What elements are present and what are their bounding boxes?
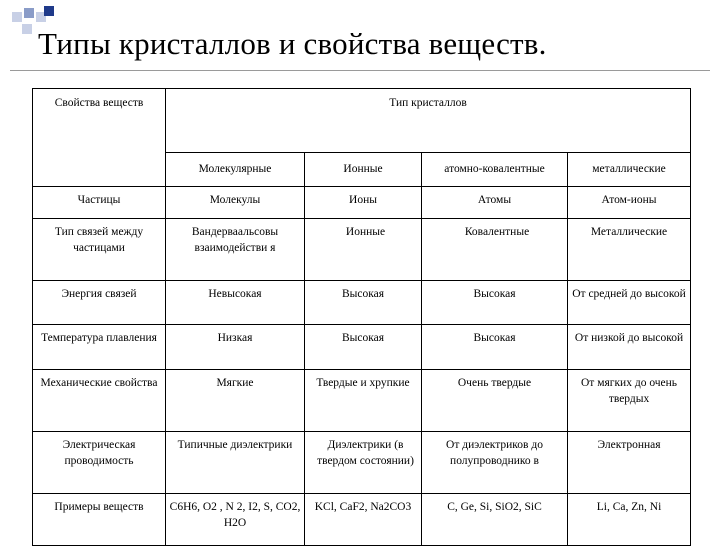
table-cell: Электронная — [568, 432, 691, 494]
deco-square — [22, 24, 32, 34]
row-label: Электрическая проводимость — [33, 432, 166, 494]
table-cell: Диэлектрики (в твердом состоянии) — [305, 432, 422, 494]
table-row — [33, 494, 691, 546]
table-cell: Ковалентные — [422, 219, 568, 281]
slide-title: Типы кристаллов и свойства веществ. — [38, 26, 547, 61]
table-cell: Невысокая — [166, 281, 305, 325]
table-cell: Ионы — [305, 187, 422, 219]
table-cell: От диэлектриков до полупроводнико в — [422, 432, 568, 494]
table-cell: Вандерваальсовы взаимодействи я — [166, 219, 305, 281]
row-label: Тип связей между частицами — [33, 219, 166, 281]
table-cell: C, Ge, Si, SiO2, SiC — [422, 494, 568, 546]
table-cell: Высокая — [305, 325, 422, 370]
row-label: Механические свойства — [33, 370, 166, 432]
table-cell: KCl, CaF2, Na2CO3 — [305, 494, 422, 546]
table-cell: Высокая — [422, 281, 568, 325]
table-cell: Атом-ионы — [568, 187, 691, 219]
corner-header-cell: Свойства веществ — [33, 89, 166, 187]
column-header: Ионные — [305, 153, 422, 187]
table-cell: Очень твердые — [422, 370, 568, 432]
crystal-properties-table — [32, 88, 691, 546]
table-cell: C6H6, O2 , N 2, I2, S, CO2, H2O — [166, 494, 305, 546]
column-header: атомно-ковалентные — [422, 153, 568, 187]
table-row — [33, 187, 691, 219]
table-cell: Типичные диэлектрики — [166, 432, 305, 494]
table-cell: Низкая — [166, 325, 305, 370]
row-label: Примеры веществ — [33, 494, 166, 546]
row-label: Частицы — [33, 187, 166, 219]
table-cell: От средней до высокой — [568, 281, 691, 325]
table-cell: Твердые и хрупкие — [305, 370, 422, 432]
table-cell: От низкой до высокой — [568, 325, 691, 370]
column-header: Молекулярные — [166, 153, 305, 187]
table-header-row — [33, 89, 691, 153]
table-cell: Металлические — [568, 219, 691, 281]
title-divider — [10, 70, 710, 71]
table-cell: Мягкие — [166, 370, 305, 432]
crystal-type-header: Тип кристаллов — [166, 89, 691, 153]
table-row — [33, 325, 691, 370]
deco-square — [24, 8, 34, 18]
table-row — [33, 281, 691, 325]
table-cell: Атомы — [422, 187, 568, 219]
table-cell: Ионные — [305, 219, 422, 281]
row-label: Энергия связей — [33, 281, 166, 325]
table-cell: Молекулы — [166, 187, 305, 219]
row-label: Температура плавления — [33, 325, 166, 370]
table-cell: Высокая — [305, 281, 422, 325]
table-row — [33, 219, 691, 281]
table-cell: От мягких до очень твердых — [568, 370, 691, 432]
table-row — [33, 370, 691, 432]
table-cell: Высокая — [422, 325, 568, 370]
deco-square — [44, 6, 54, 16]
deco-square — [12, 12, 22, 22]
table-row — [33, 432, 691, 494]
table-cell: Li, Ca, Zn, Ni — [568, 494, 691, 546]
column-header: металлические — [568, 153, 691, 187]
